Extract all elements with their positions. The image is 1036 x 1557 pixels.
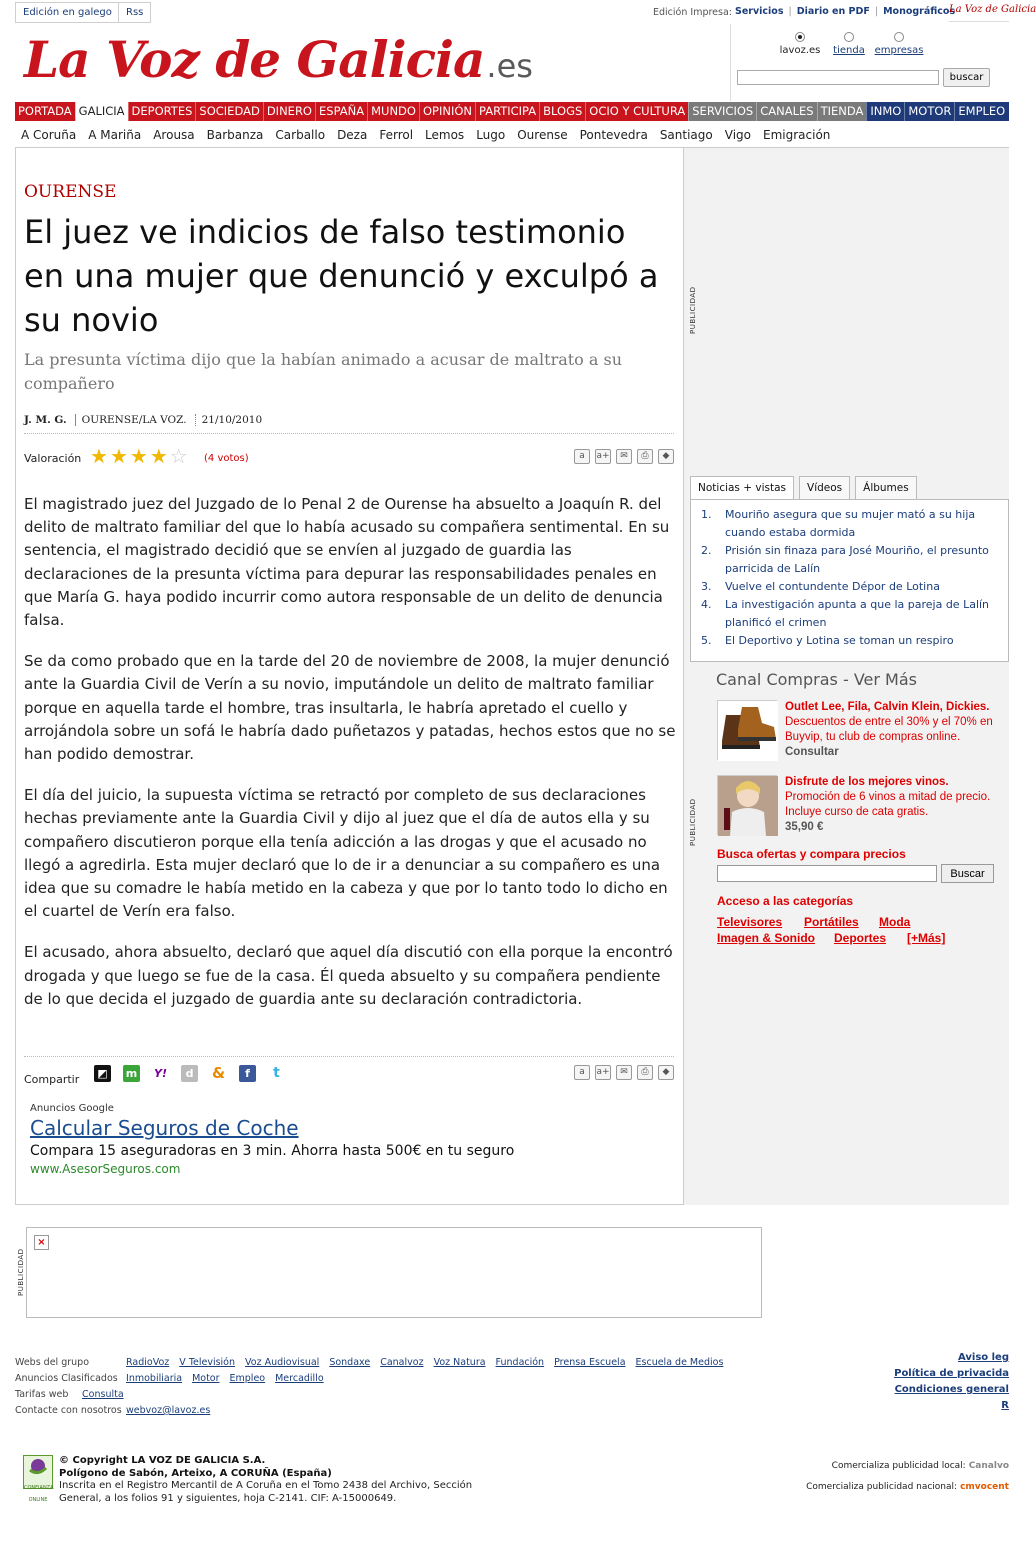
sidebar: [684, 148, 1009, 1205]
star-filled-icon[interactable]: ★: [109, 444, 130, 468]
radio-icon: [894, 32, 904, 42]
nav-filler: [1008, 102, 1009, 121]
top-strip: [15, 2, 1036, 24]
nav-item-participa[interactable]: PARTICIPA: [475, 102, 539, 121]
nav-item-empleo[interactable]: EMPLEO: [954, 102, 1008, 121]
footer-row-contacto: Contacte con nosotros webvoz@lavoz.es: [15, 1405, 211, 1416]
radio-lavoz[interactable]: lavoz.es: [771, 32, 829, 56]
article-paragraph: Se da como probado que en la tarde del 20 de noviembre de 2008, la mujer denunció ante la Guardia Civil de Verín a su novio, imputándole un delito de maltrato familiar porque en aquella tarde el hombre, tras insultarla, le habría apretado el cuello y arrojándola sobre un sofá le habría dado puñetazos y patadas, hechos estos que no se han podido demostrar.: [24, 652, 676, 764]
most-viewed-list: [691, 500, 1008, 650]
star-filled-icon[interactable]: ★: [149, 444, 170, 468]
diario-pdf-link[interactable]: Diario en PDF: [796, 6, 870, 17]
broken-image-icon: ×: [34, 1235, 49, 1250]
logo-main: La Voz de Galicia: [24, 30, 485, 89]
top-links: Servicios | Diario en PDF | Monográficos: [735, 6, 956, 17]
section-label[interactable]: OURENSE: [24, 182, 117, 202]
sub-nav: [15, 124, 1009, 148]
digg-icon[interactable]: d: [181, 1065, 198, 1082]
categorias-title: Acceso a las categorías: [717, 894, 854, 908]
article-headline: El juez ve indicios de falso testimonio en una mujer que denunció y exculpó a su novio: [24, 213, 659, 339]
email-icon[interactable]: ✉: [616, 1065, 632, 1080]
nav-item-mundo[interactable]: MUNDO: [367, 102, 419, 121]
site-logo[interactable]: [24, 30, 533, 92]
ofertas-search-button[interactable]: Buscar: [941, 864, 994, 883]
radio-tienda[interactable]: tienda: [829, 32, 869, 56]
ad-title-link[interactable]: Calcular Seguros de Coche: [30, 1116, 299, 1140]
footer-link[interactable]: Empleo: [229, 1373, 266, 1384]
nav-item-servicios[interactable]: SERVICIOS: [688, 102, 756, 121]
subnav-item[interactable]: Deza: [337, 128, 368, 142]
ads-label[interactable]: Anuncios Google: [30, 1103, 114, 1114]
list-item[interactable]: 2. Prisión sin finaza para José Mouriño, el presunto parricida de Lalín: [701, 544, 989, 575]
radio-icon: [844, 32, 854, 42]
nav-item-galicia[interactable]: GALICIA: [75, 102, 128, 121]
mini-logo[interactable]: La Voz de Galicia: [949, 4, 1009, 22]
facebook-icon[interactable]: f: [239, 1065, 256, 1082]
category-moda[interactable]: Moda: [879, 915, 911, 929]
footer-link[interactable]: RadioVoz: [126, 1357, 170, 1368]
source: OURENSE/LA VOZ.: [82, 414, 196, 426]
share-label: Compartir: [24, 1073, 80, 1086]
nav-item-portada[interactable]: PORTADA: [15, 102, 75, 121]
footer-row-clasificados: Anuncios Clasificados Inmobiliaria Motor Empleo Mercadillo: [15, 1373, 324, 1384]
nav-item-inmo[interactable]: INMO: [866, 102, 904, 121]
radio-selected-icon: [795, 32, 805, 42]
subnav-item[interactable]: A Mariña: [88, 128, 142, 142]
nav-item-ocio-y-cultura[interactable]: OCIO Y CULTURA: [585, 102, 688, 121]
subnav-item[interactable]: Arousa: [153, 128, 195, 142]
email-icon[interactable]: ✉: [616, 449, 632, 464]
canal-compras-title[interactable]: Canal Compras - Ver Más: [716, 670, 917, 689]
search-box: [730, 24, 1009, 101]
subnav-item[interactable]: Emigración: [763, 128, 831, 142]
date: 21/10/2010: [201, 414, 263, 426]
nav-item-tienda[interactable]: TIENDA: [817, 102, 867, 121]
news-tabs: [690, 476, 922, 500]
publicidad-label: PUBLICIDAD: [689, 286, 697, 334]
confianza-logo-icon: [24, 1456, 52, 1476]
condiciones-link[interactable]: Condiciones general: [894, 1384, 1009, 1395]
bottom-ad-banner[interactable]: [26, 1227, 762, 1318]
bookmark-icon[interactable]: ◆: [658, 1065, 674, 1080]
bookmark-icon[interactable]: ◆: [658, 449, 674, 464]
nav-item-deportes[interactable]: DEPORTES: [128, 102, 196, 121]
font-increase-icon[interactable]: a+: [595, 449, 611, 464]
subnav-item[interactable]: Lugo: [476, 128, 506, 142]
fresqui-icon[interactable]: &: [211, 1064, 226, 1082]
subnav-item[interactable]: Ourense: [517, 128, 568, 142]
list-item[interactable]: 4. La investigación apunta a que la pareja de Lalín planificó el crimen: [701, 598, 990, 629]
footer-row-tarifas: Tarifas web Consulta: [15, 1389, 124, 1400]
google-ads: [30, 1103, 670, 1176]
product-promo-wine[interactable]: [717, 775, 1002, 837]
footer-email-link[interactable]: webvoz@lavoz.es: [126, 1405, 211, 1416]
rating-stars[interactable]: [90, 444, 190, 468]
ad-url[interactable]: www.AsesorSeguros.com: [30, 1162, 181, 1176]
subnav-item[interactable]: Carballo: [275, 128, 326, 142]
subnav-item[interactable]: A Coruña: [21, 128, 77, 142]
share-icons: [94, 1065, 285, 1082]
article-subtitle: La presunta víctima dijo que la habían animado a acusar de maltrato a su compañero: [24, 350, 623, 393]
footer-link[interactable]: Canalvoz: [380, 1357, 424, 1368]
yahoo-icon[interactable]: Y!: [154, 1067, 167, 1080]
share-row: [24, 1056, 674, 1088]
ad-text: Compara 15 aseguradoras en 3 min. Ahorra hasta 500€ en tu seguro: [30, 1143, 515, 1159]
copyright-text: © Copyright LA VOZ DE GALICIA S.A. Polígono de Sabón, Arteixo, A CORUÑA (España) Inscrita en el Registro Mercantil de A Coruña en el Tomo 2438 del Archivo, Sección General, a los folios 91 y siguientes, hoja C-2141. CIF: A-15000649.: [59, 1455, 473, 1504]
nav-item-españa[interactable]: ESPAÑA: [315, 102, 367, 121]
search-button[interactable]: buscar: [943, 68, 990, 87]
meneame-icon[interactable]: m: [123, 1065, 140, 1082]
product-promo-shoes[interactable]: [717, 700, 1002, 762]
publicidad-label: PUBLICIDAD: [689, 798, 697, 846]
author: J. M. G.: [24, 414, 76, 426]
tab-noticias-vistas[interactable]: Noticias + vistas: [690, 476, 794, 501]
main-nav: [15, 102, 1009, 121]
print-icon[interactable]: ⎙: [637, 1065, 653, 1080]
footer-link[interactable]: Sondaxe: [329, 1357, 371, 1368]
article-column: [15, 148, 684, 1205]
article-paragraph: El acusado, ahora absuelto, declaró que aquel día discutió con ella porque la encontró drogada y que luego se fue de la casa. Él queda absuelto y su compañera pendiente de lo que decida el juzgado de guardia ante su declaración contradictoria.: [24, 943, 673, 1008]
font-increase-icon[interactable]: a+: [595, 1065, 611, 1080]
consultar-link[interactable]: Consultar: [785, 746, 839, 758]
canalvoz-logo[interactable]: Canalvo: [968, 1461, 1009, 1471]
footer-link[interactable]: Fundación: [495, 1357, 545, 1368]
print-icon[interactable]: ⎙: [637, 449, 653, 464]
servicios-link[interactable]: Servicios: [735, 6, 784, 17]
category-mas[interactable]: [+Más]: [907, 931, 946, 945]
footer-link[interactable]: Motor: [192, 1373, 220, 1384]
category-imagen-sonido[interactable]: Imagen & Sonido: [717, 931, 816, 945]
radio-empresas[interactable]: empresas: [871, 32, 927, 56]
search-input[interactable]: [737, 70, 939, 85]
footer-legal-links: [894, 1350, 1009, 1414]
delicious-icon[interactable]: ◩: [94, 1065, 111, 1082]
footer-row-webs: Webs del grupo RadioVoz V Televisión Voz Audiovisual Sondaxe Canalvoz Voz Natura Fundación Prensa Escuela Escuela de Medios: [15, 1357, 724, 1368]
edicion-impresa-label: Edición Impresa:: [653, 7, 732, 18]
publicidad-label: PUBLICIDAD: [17, 1248, 25, 1296]
product-text: Outlet Lee, Fila, Calvin Klein, Dickies. Descuentos de entre el 30% y el 70% en Buyvip, tu club de compras online. Consultar: [785, 701, 993, 758]
nav-item-dinero[interactable]: DINERO: [263, 102, 315, 121]
footer-link[interactable]: V Televisión: [179, 1357, 236, 1368]
aviso-legal-link[interactable]: Aviso leg: [957, 1352, 1009, 1363]
subnav-item[interactable]: Lemos: [425, 128, 465, 142]
article-body: [24, 493, 679, 1029]
cmvocento-logo[interactable]: cmvocent: [960, 1482, 1009, 1492]
footer-link[interactable]: Voz Audiovisual: [245, 1357, 320, 1368]
article-tools: [574, 449, 674, 464]
subnav-item[interactable]: Santiago: [659, 128, 713, 142]
footer-link[interactable]: Escuela de Medios: [635, 1357, 724, 1368]
twitter-icon[interactable]: t: [273, 1065, 280, 1081]
footer-link[interactable]: Voz Natura: [433, 1357, 486, 1368]
tab-albumes[interactable]: Álbumes: [855, 476, 917, 500]
wine-image[interactable]: [717, 775, 777, 835]
edicion-galego-tab[interactable]: Edición en galego: [15, 2, 120, 23]
privacidad-link[interactable]: Política de privacida: [894, 1368, 1009, 1379]
nav-item-opinión[interactable]: OPINIÓN: [419, 102, 475, 121]
busca-ofertas-title: Busca ofertas y compara precios: [717, 847, 906, 861]
byline: [24, 414, 674, 434]
font-decrease-icon[interactable]: a: [574, 449, 590, 464]
star-filled-icon[interactable]: ★: [90, 444, 110, 468]
rss-tab[interactable]: Rss: [118, 2, 151, 23]
rss-footer-link[interactable]: R: [1001, 1400, 1009, 1411]
comercializa-nacional: Comercializa publicidad nacional: cmvocent: [806, 1482, 1009, 1492]
star-empty-icon[interactable]: ☆: [169, 444, 190, 468]
font-decrease-icon[interactable]: a: [574, 1065, 590, 1080]
shoes-image[interactable]: [717, 700, 777, 760]
nav-item-canales[interactable]: CANALES: [756, 102, 816, 121]
share-tools: [574, 1065, 674, 1080]
ofertas-search-input[interactable]: [717, 865, 937, 882]
category-televisores[interactable]: Televisores: [717, 915, 783, 929]
footer-link[interactable]: Consulta: [82, 1389, 124, 1400]
footer-link[interactable]: Inmobiliaria: [126, 1373, 183, 1384]
tab-videos[interactable]: Vídeos: [799, 476, 850, 500]
product-text: Disfrute de los mejores vinos. Promoción de 6 vinos a mitad de precio. Incluye curso de cata gratis. 35,90 €: [785, 776, 991, 833]
nav-item-motor[interactable]: MOTOR: [904, 102, 954, 121]
rating-label: Valoración: [24, 452, 82, 465]
news-panel: [690, 499, 1009, 662]
category-portatiles[interactable]: Portátiles: [804, 915, 859, 929]
nav-item-blogs[interactable]: BLOGS: [539, 102, 585, 121]
monograficos-link[interactable]: Monográficos: [883, 6, 956, 17]
footer-link[interactable]: Prensa Escuela: [554, 1357, 626, 1368]
list-item[interactable]: 5. El Deportivo y Lotina se toman un respiro: [701, 634, 954, 647]
list-item[interactable]: 3. Vuelve el contundente Dépor de Lotina: [701, 580, 940, 593]
comercializa-block: [769, 1456, 1009, 1498]
footer-link[interactable]: Mercadillo: [275, 1373, 324, 1384]
comercializa-local: Comercializa publicidad local: Canalvo: [831, 1461, 1009, 1471]
votes-count: (4 votos): [204, 453, 249, 464]
nav-item-sociedad[interactable]: SOCIEDAD: [195, 102, 262, 121]
article-paragraph: El magistrado juez del Juzgado de lo Penal 2 de Ourense ha absuelto a Joaquín R. del delito de maltrato familiar del que lo había acusado su compañera sentimental. En su sentencia, el magistrado decidió que se envíen al juzgado de guardia las declaraciones de la presunta víctima para depurar las responsabilidades penales en que María G. haya podido incurrir como autora responsable de un delito de denuncia falsa.: [24, 495, 670, 630]
confianza-online-badge[interactable]: CONFIANZA ONLINE: [23, 1455, 53, 1489]
category-deportes[interactable]: Deportes: [834, 931, 887, 945]
star-filled-icon[interactable]: ★: [129, 444, 150, 468]
article-paragraph: El día del juicio, la supuesta víctima se retractó por completo de sus declaraciones hechas previamente ante la Guardia Civil y dijo al juez que el día de autos ella y su compañero discutieron porque ella tenía adicción a las drogas y que el acusado no llegó a agredirla. Esta mujer declaró que lo de ir a denunciar a su compañero es una idea que su comadre le había metido en la cabeza y que por lo tanto todo lo dicho en el cuartel de Verín era falso.: [24, 786, 668, 921]
subnav-item[interactable]: Barbanza: [206, 128, 264, 142]
subnav-item[interactable]: Vigo: [724, 128, 751, 142]
rating-row: [24, 444, 674, 470]
subnav-item[interactable]: Pontevedra: [579, 128, 648, 142]
subnav-item[interactable]: Ferrol: [379, 128, 414, 142]
logo-tld: .es: [486, 47, 533, 85]
list-item[interactable]: 1. Mouriño asegura que su mujer mató a su hija cuando estaba dormida: [701, 508, 976, 539]
